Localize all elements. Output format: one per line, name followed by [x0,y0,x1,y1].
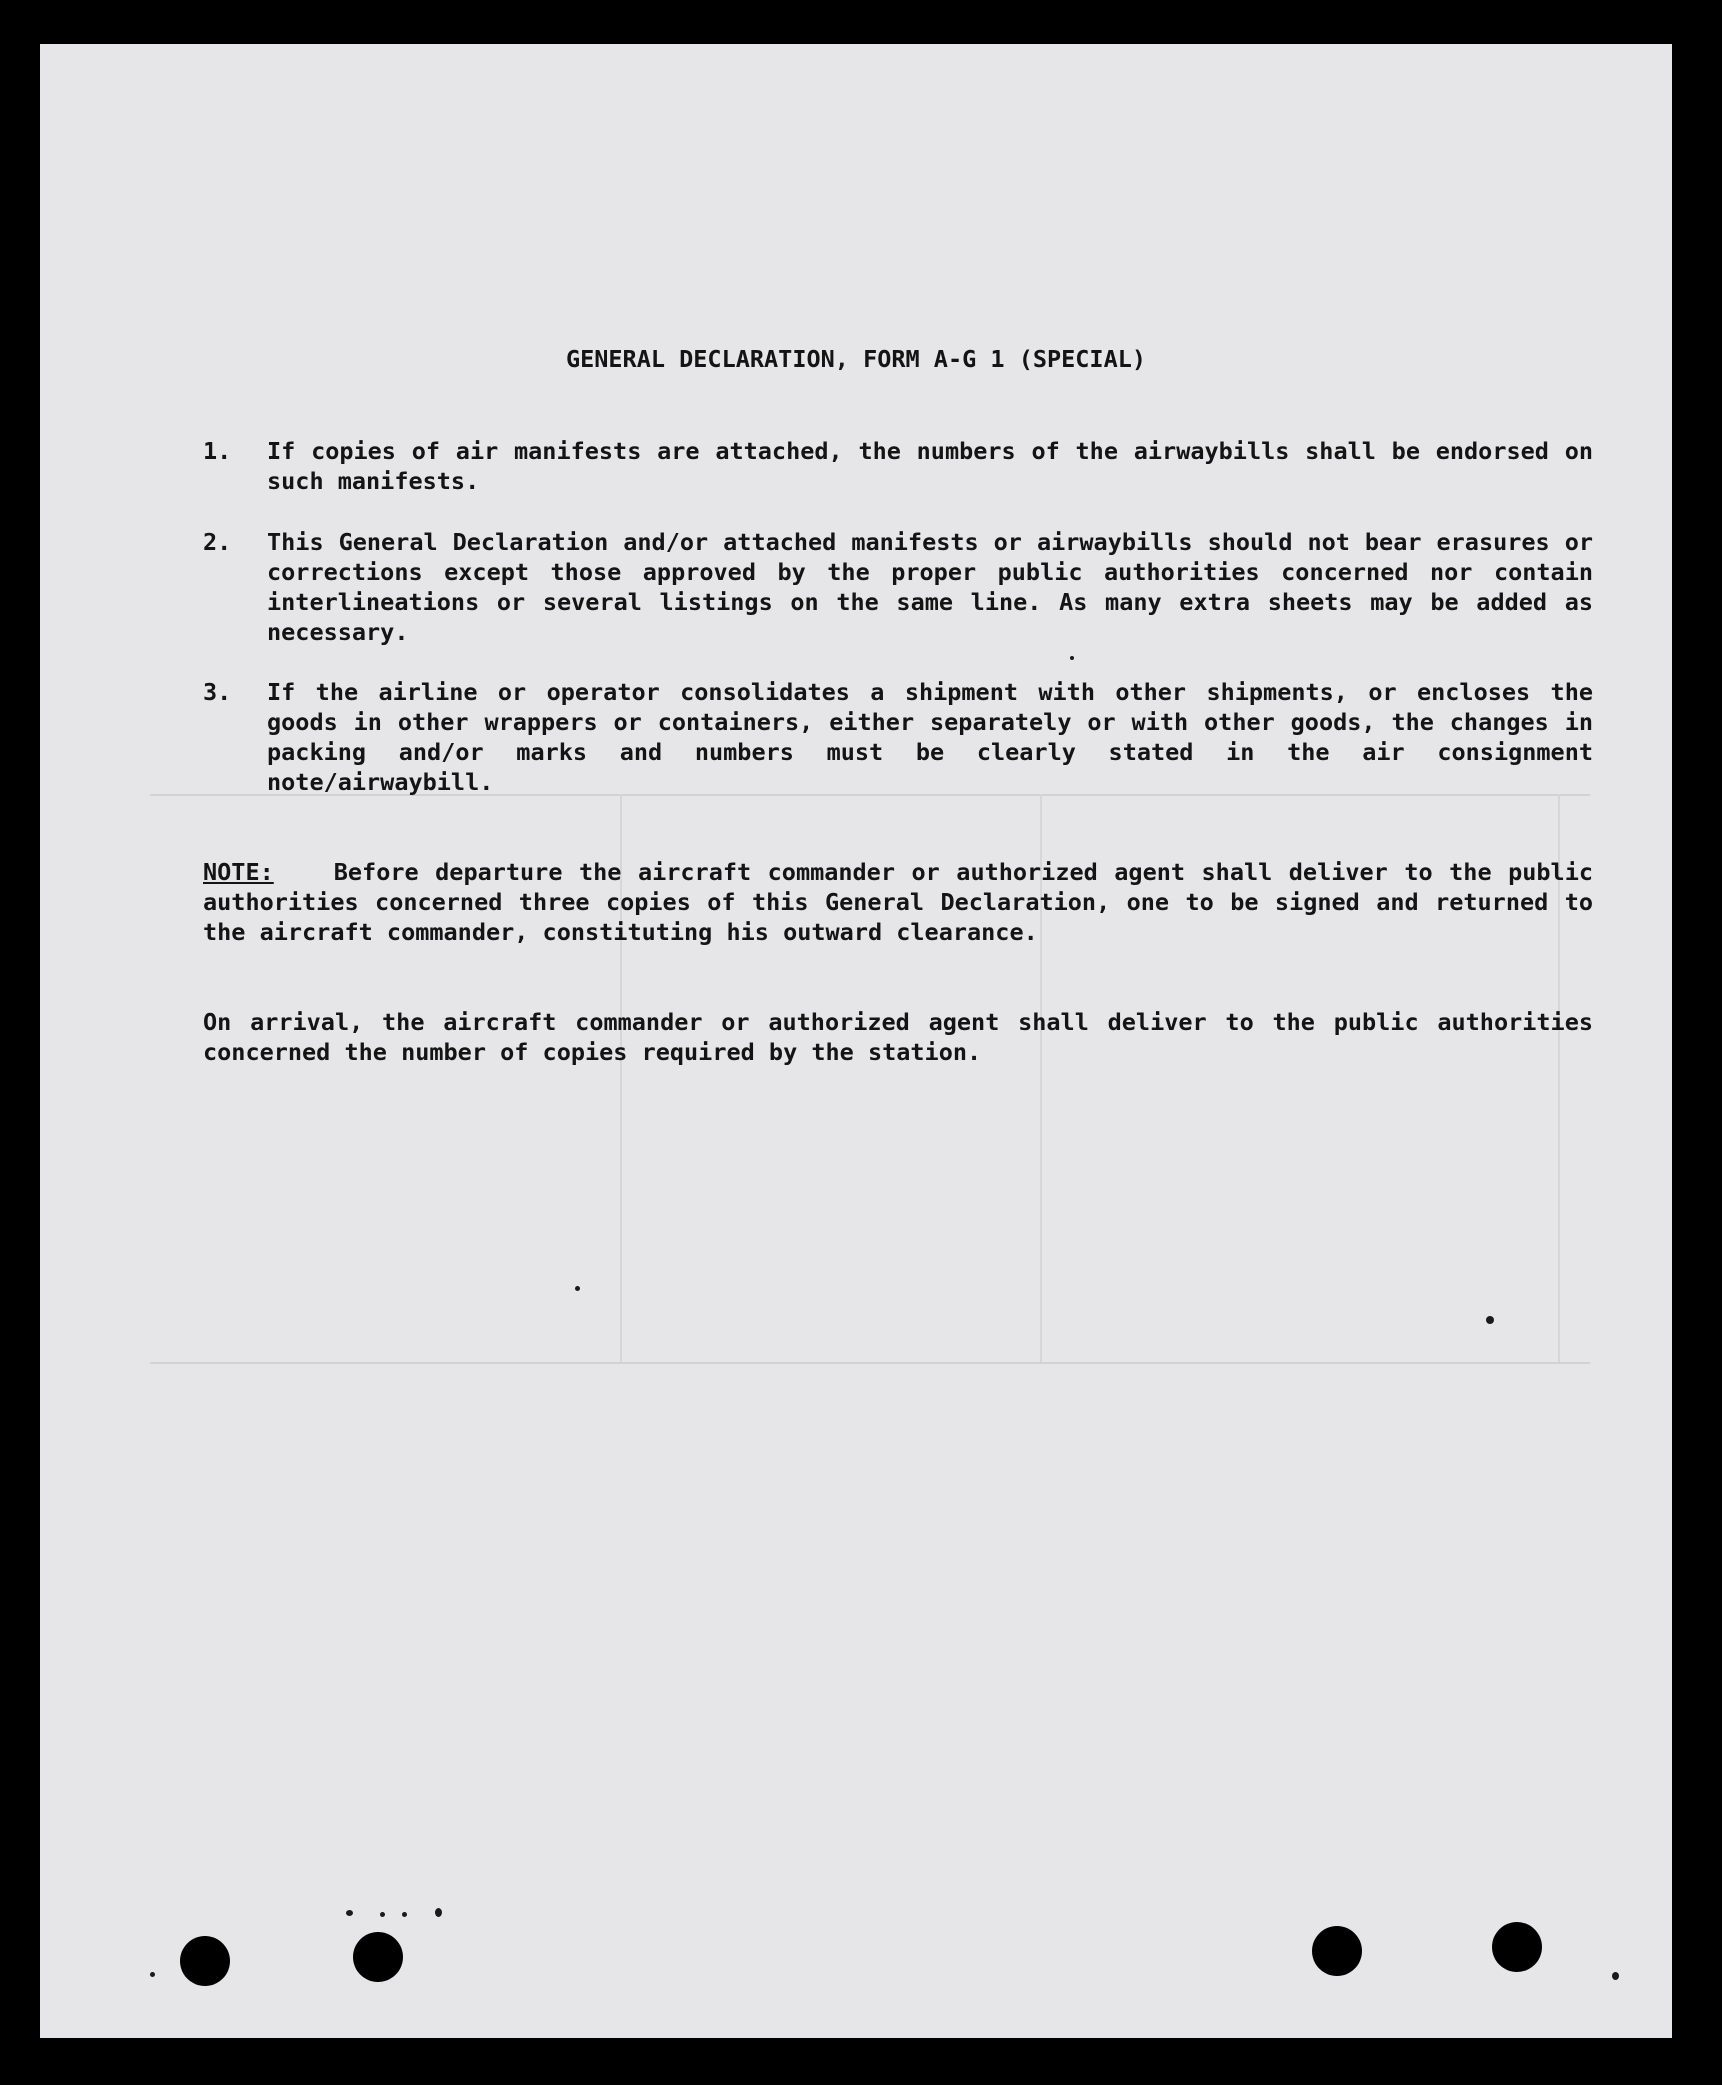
item-text: If the airline or operator consolidates a shipment with other shipments, or encloses the goods in other wrappers or containers, either separately or with other goods, the changes in packing and/or marks and numbers must be clearly stated in the air consignment note/airwaybill. [267,678,1593,796]
ink-speck [1486,1316,1494,1324]
note-text: Before departure the aircraft commander or authorized agent shall deliver to the public authorities concerned three copies of this General Declaration, one to be signed and returned to the aircraft commander, constituting his outward clearance. [203,858,1593,946]
punch-hole [180,1936,230,1986]
document-page [40,44,1672,2038]
ink-speck [1612,1972,1619,1980]
ink-speck [435,1908,442,1917]
arrival-paragraph: On arrival, the aircraft commander or authorized agent shall deliver to the public authorities concerned the number of copies required by the station. [203,1008,1593,1066]
ink-speck [1070,656,1074,660]
item-number: 2. [203,528,232,556]
item-number: 3. [203,678,232,706]
bleed-through-rule [150,1362,1590,1364]
instruction-item-1 [203,436,1593,496]
ink-speck [402,1912,407,1917]
item-number: 1. [203,437,232,465]
punch-hole [1492,1922,1542,1972]
item-text: If copies of air manifests are attached, the numbers of the airwaybills shall be endorsed on such manifests. [267,437,1593,495]
instruction-item-2 [203,527,1593,647]
form-title: GENERAL DECLARATION, FORM A-G 1 (SPECIAL) [565,345,1147,373]
ink-speck [575,1286,580,1291]
punch-hole [353,1932,403,1982]
instruction-item-3 [203,677,1593,797]
ink-speck [346,1910,353,1916]
punch-hole [1312,1926,1362,1976]
ink-speck [380,1912,385,1917]
item-text: This General Declaration and/or attached manifests or airwaybills should not bear erasures or corrections except those approved by the proper public authorities concerned nor contain interlineations or several listings on the same line. As many extra sheets may be added as necessary. [267,528,1593,646]
note-paragraph [203,857,1593,947]
note-label: NOTE: [203,858,274,886]
ink-speck [150,1972,155,1977]
